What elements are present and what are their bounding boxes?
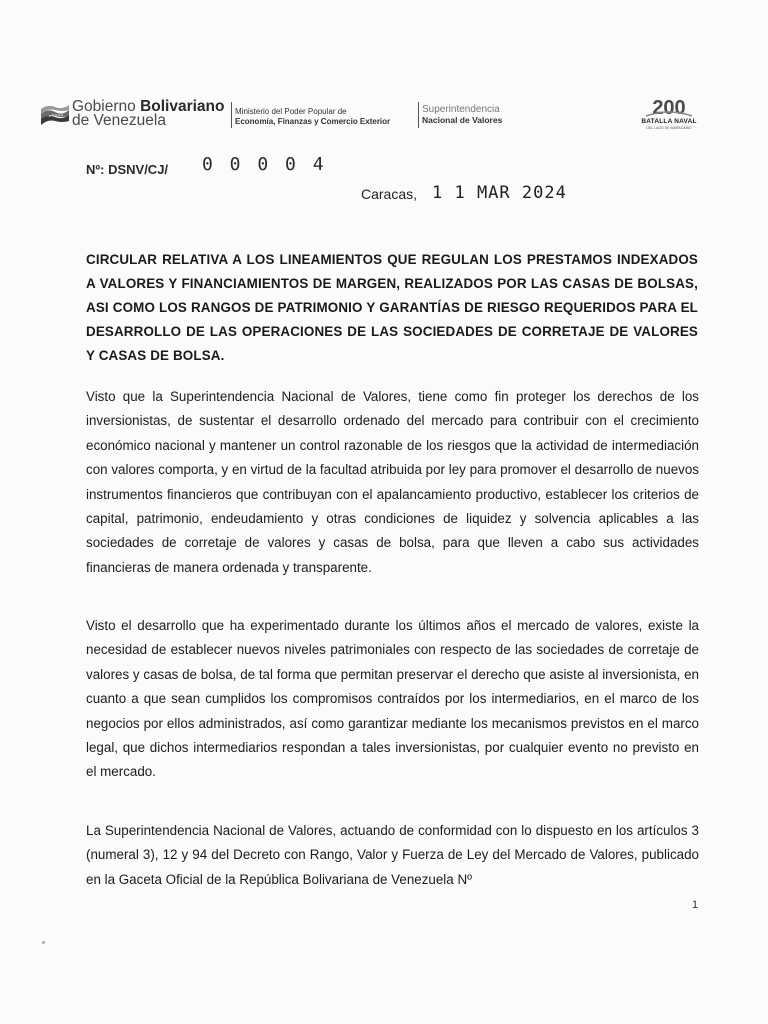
gov-name-line2: de Venezuela — [72, 112, 166, 129]
header-divider — [231, 102, 232, 128]
batalla-naval-logo — [638, 94, 700, 140]
ministry-line1: Ministerio del Poder Popular de — [235, 107, 347, 116]
gov-name-bold: Bolivariano — [140, 98, 225, 115]
superintendencia-line1: Superintendencia — [422, 104, 500, 115]
superintendencia-line2: Nacional de Valores — [422, 115, 503, 125]
paragraph: Visto que la Superintendencia Nacional de Valores, tiene como fin proteger los derechos de los inversionistas, de sustentar el desarrollo ordenado del mercado para contribuir con el crecimiento económico nacional y mantener un control razonable de los riesgos que la actividad de intermediación con valores comporta, y en virtud de la facultad atribuida por ley para promover el desarrollo de nuevos instrumentos financieros que contribuyan con el apalancamiento productivo, establecer los criterios de capital, patrimonio, endeudamiento y otras condiciones de liquidez y solvencia aplicables a las sociedades de corretaje de valores y casas de bolsa, para que lleven a cabo sus actividades financieras de manera ordenada y transparente. — [86, 389, 699, 575]
reference-number: 0 0 0 0 4 — [202, 154, 327, 175]
batalla-sub: DEL LAGO DE MARACAIBO — [646, 126, 692, 130]
gov-name-prefix: Gobierno — [72, 98, 141, 115]
date-place: Caracas, — [361, 186, 418, 202]
batalla-label: BATALLA NAVAL — [641, 118, 697, 125]
letterhead — [40, 98, 730, 138]
batalla-number: 200 — [652, 97, 686, 119]
paragraph: Visto el desarrollo que ha experimentado durante los últimos años el mercado de valores, existe la necesidad de establecer nuevos niveles patrimoniales con respecto de las sociedades de corretaje de valores y casas de bolsa, de tal forma que permitan preservar el derecho que asiste al inversionista, en cuanto a que sean cumplidos los compromisos contraídos por los intermediarios, en el marco de los negocios por ellos administrados, así como garantizar mediante los mecanismos previstos en el marco legal, que dichos intermediarios respondan a tales inversionistas, por cualquier evento no previsto en el mercado. — [86, 618, 699, 780]
circular-title: CIRCULAR RELATIVA A LOS LINEAMIENTOS QUE REGULAN LOS PRESTAMOS INDEXADOS A VALORES Y FINANCIAMIENTOS DE MARGEN, REALIZADOS POR LAS CASAS DE BOLSAS, ASI COMO LOS RANGOS DE PATRIMONIO Y GARANTÍAS DE RIESGO REQUERIDOS PARA EL DESARROLLO DE LAS OPERACIONES DE LAS SOCIEDADES DE CORRETAJE DE VALORES Y CASAS DE BOLSA. — [86, 252, 698, 363]
government-name — [72, 100, 225, 128]
date-stamp: 1 1 MAR 2024 — [432, 183, 567, 203]
header-divider — [418, 102, 419, 128]
batalla-naval-emblem-icon — [638, 94, 700, 120]
scan-speck — [42, 941, 45, 944]
venezuela-flag-logo — [40, 104, 70, 128]
paragraph: La Superintendencia Nacional de Valores, actuando de conformidad con lo dispuesto en los artículos 3 (numeral 3), 12 y 94 del Decreto con Rango, Valor y Fuerza de Ley del Mercado de Valores, publicado en la Gaceta Oficial de la República Bolivariana de Venezuela Nº — [86, 823, 699, 887]
ministry-line2: Economía, Finanzas y Comercio Exterior — [235, 117, 391, 126]
reference-label: Nº: DSNV/CJ/ — [86, 162, 169, 177]
ministry-name — [235, 107, 390, 127]
superintendencia-name — [422, 105, 502, 125]
page-number: 1 — [692, 899, 699, 911]
